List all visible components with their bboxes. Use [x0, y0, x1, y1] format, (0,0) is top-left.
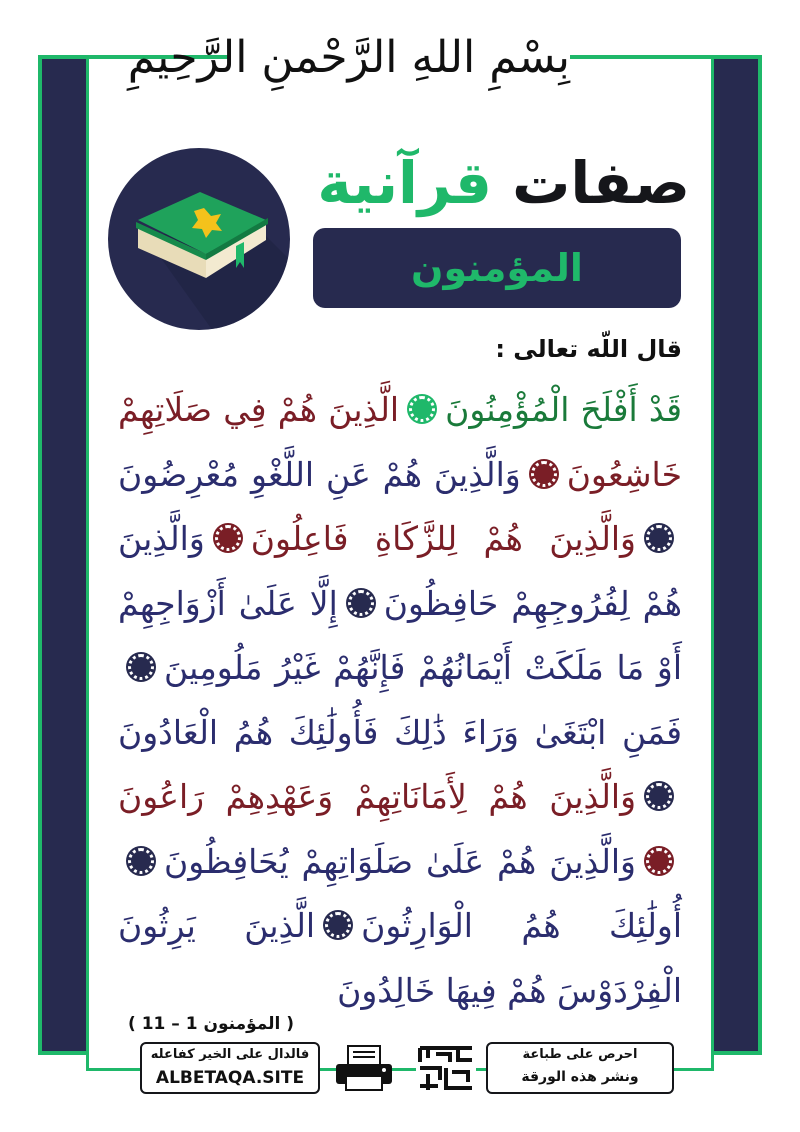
- verse-separator-icon: [348, 590, 374, 616]
- basmala-calligraphy: بِسْمِ اللهِ الرَّحْمنِ الرَّحِيمِ: [230, 8, 570, 108]
- verse-separator-icon: [325, 912, 351, 938]
- title-word-2: قرآنية: [317, 149, 492, 217]
- verse-text: وَالَّذِينَ هُمْ لِفُرُوجِهِمْ حَافِظُونَ: [118, 519, 683, 623]
- verse-text: إِلَّا عَلَىٰ أَزْوَاجِهِمْ أَوْ مَا مَلَكَتْ أَيْمَانُهُمْ فَإِنَّهُمْ غَيْرُ مَلُومِينَ: [118, 583, 682, 687]
- page-title: [318, 138, 690, 228]
- footer-bar: [140, 1042, 674, 1096]
- verse-separator-icon: [646, 783, 672, 809]
- intro-text: قال اللّه تعالى :: [495, 335, 682, 363]
- footer-slogan: فالدال على الخير كفاعله: [150, 1047, 310, 1062]
- verse-text: قَدْ أَفْلَحَ الْمُؤْمِنُونَ: [445, 390, 682, 429]
- verse-separator-icon: [646, 525, 672, 551]
- verse-reference: ( المؤمنون 1 – 11 ): [128, 1014, 295, 1034]
- verse-text: وَالَّذِينَ هُمْ عَنِ اللَّغْوِ مُعْرِضُونَ: [118, 454, 521, 494]
- footer-print-line2: ونشر هذه الورقة: [521, 1069, 639, 1085]
- logo-icon: [410, 1042, 482, 1096]
- footer-website-box[interactable]: [140, 1042, 320, 1094]
- verse-separator-icon: [128, 654, 154, 680]
- footer-website[interactable]: ALBETAQA.SITE: [155, 1068, 305, 1088]
- footer-print-box: [486, 1042, 674, 1094]
- verse-text: وَالَّذِينَ هُمْ عَلَىٰ صَلَوَاتِهِمْ يُحَافِظُونَ: [164, 841, 636, 881]
- verse-separator-icon: [128, 848, 154, 874]
- subtitle-text: المؤمنون: [411, 246, 583, 290]
- printer-icon: [332, 1044, 396, 1094]
- verse-text: الَّذِينَ يَرِثُونَ الْفِرْدَوْسَ هُمْ فِيهَا خَالِدُونَ: [118, 906, 682, 1010]
- verse-text: وَالَّذِينَ هُمْ لِأَمَانَاتِهِمْ وَعَهْدِهِمْ رَاعُونَ: [118, 777, 636, 816]
- title-word-1: صفات: [512, 149, 690, 217]
- verse-text: فَمَنِ ابْتَغَىٰ وَرَاءَ ذَٰلِكَ فَأُولَٰئِكَ هُمُ الْعَادُونَ: [118, 712, 682, 752]
- verses-block: [118, 378, 682, 1018]
- verse-text: أُولَٰئِكَ هُمُ الْوَارِثُونَ: [361, 906, 682, 945]
- footer-print-line1: احرص على طباعة: [522, 1047, 638, 1062]
- book-icon: [108, 148, 290, 330]
- verse-text: وَالَّذِينَ هُمْ لِلزَّكَاةِ فَاعِلُونَ: [250, 519, 636, 558]
- verse-separator-icon: [646, 848, 672, 874]
- verse-separator-icon: [409, 396, 435, 422]
- verse-text: الَّذِينَ هُمْ فِي صَلَاتِهِمْ خَاشِعُونَ: [118, 390, 682, 494]
- subtitle-banner: [313, 228, 681, 308]
- verse-separator-icon: [215, 525, 241, 551]
- verse-separator-icon: [531, 461, 557, 487]
